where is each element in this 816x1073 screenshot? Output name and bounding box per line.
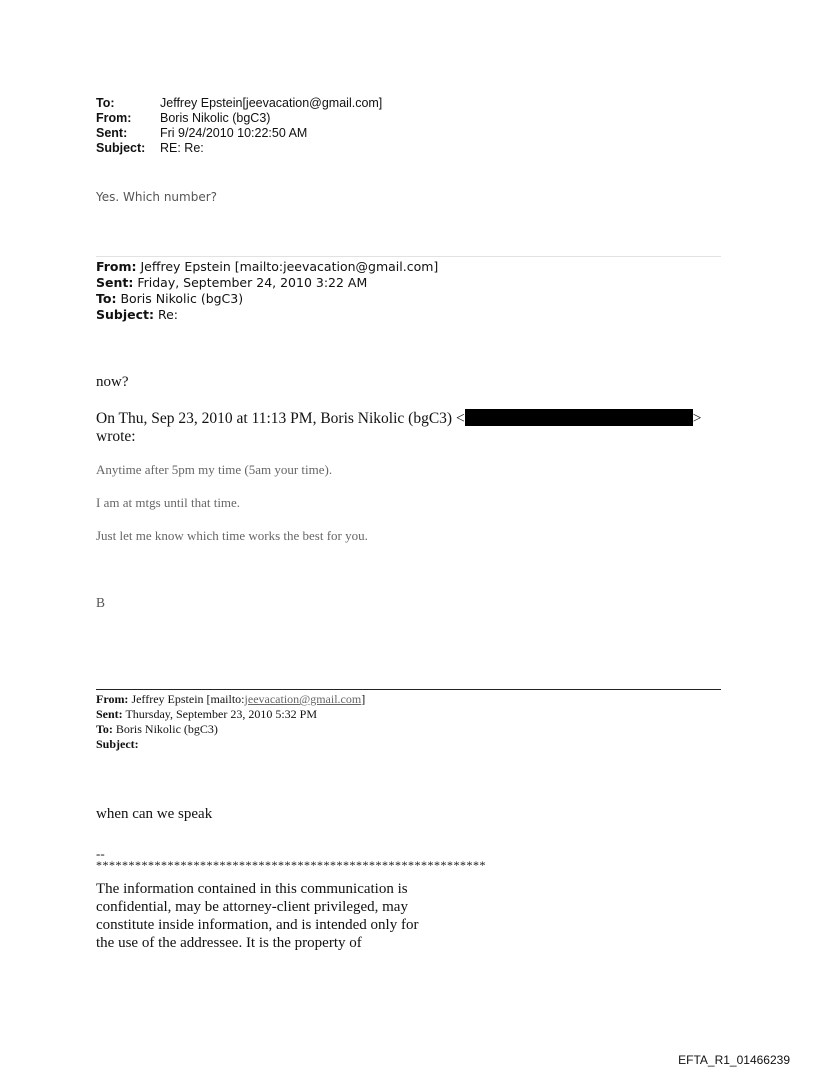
quoted-from-value: Jeffrey Epstein [mailto:jeevacation@gmail.com] — [140, 259, 439, 274]
quoted-subject-value: Re: — [157, 307, 179, 322]
quoted-sent-label: Sent: — [96, 275, 134, 290]
from-row — [96, 111, 382, 126]
disclaimer-line: the use of the addressee. It is the property of — [96, 935, 362, 951]
star-separator: ************************************************************ — [96, 858, 486, 872]
quoted-sent-value: Friday, September 24, 2010 3:22 AM — [137, 275, 368, 290]
disclaimer-line: constitute inside information, and is intended only for — [96, 917, 419, 933]
quoted2-to-row — [96, 722, 365, 737]
email-link[interactable]: jeevacation@gmail.com — [244, 692, 362, 706]
quoted2-sent-row — [96, 707, 365, 722]
quoted-subject-row — [96, 307, 438, 323]
quoted2-from-label: From: — [96, 692, 129, 706]
quoted2-from-prefix: Jeffrey Epstein [mailto: — [131, 692, 245, 706]
email-header — [96, 96, 382, 156]
disclaimer-line: The information contained in this communication is — [96, 881, 408, 897]
subject-row — [96, 141, 382, 156]
reply-body: Yes. Which number? — [96, 190, 218, 204]
from-value: Boris Nikolic (bgC3) — [160, 111, 271, 125]
quoted2-sent-label: Sent: — [96, 707, 123, 721]
disclaimer — [96, 880, 456, 952]
from-label: From: — [96, 111, 132, 125]
divider-dark — [96, 689, 721, 690]
quoted-sent-row — [96, 275, 438, 291]
quoted2-sent-value: Thursday, September 23, 2010 5:32 PM — [125, 707, 318, 721]
quoted-to-value: Boris Nikolic (bgC3) — [120, 291, 244, 306]
quoted2-to-value: Boris Nikolic (bgC3) — [115, 722, 218, 736]
attribution-suffix: > — [692, 410, 702, 427]
quoted-from-row — [96, 259, 438, 275]
quoted-header-1 — [96, 259, 438, 323]
quoted-to-label: To: — [96, 291, 117, 306]
sent-label: Sent: — [96, 126, 128, 140]
quoted-line-3: Just let me know which time works the best for you. — [96, 528, 368, 543]
quoted-from-label: From: — [96, 259, 137, 274]
document-id: EFTA_R1_01466239 — [678, 1053, 790, 1067]
quoted2-subject-label: Subject: — [96, 737, 139, 751]
quoted2-from-suffix: ] — [361, 692, 366, 706]
redaction-bar — [465, 409, 693, 426]
attribution-prefix: On Thu, Sep 23, 2010 at 11:13 PM, Boris Nikolic (bgC3) < — [96, 410, 465, 427]
quoted-body-3: when can we speak — [96, 806, 213, 822]
quoted-line-1: Anytime after 5pm my time (5am your time). — [96, 462, 333, 477]
quoted-to-row — [96, 291, 438, 307]
divider-light — [96, 256, 721, 257]
subject-value: RE: Re: — [160, 141, 204, 155]
quoted-header-2 — [96, 692, 365, 752]
to-label: To: — [96, 96, 115, 110]
sig-dash: -- — [96, 846, 105, 861]
attribution-wrote: wrote: — [96, 428, 136, 445]
disclaimer-line: confidential, may be attorney-client privileged, may — [96, 899, 408, 915]
quoted2-subject-row — [96, 737, 365, 752]
subject-label: Subject: — [96, 141, 146, 155]
quoted-body-1: now? — [96, 374, 129, 390]
sent-value: Fri 9/24/2010 10:22:50 AM — [160, 126, 308, 140]
quoted2-to-label: To: — [96, 722, 113, 736]
quoted-line-2: I am at mtgs until that time. — [96, 495, 241, 510]
to-row — [96, 96, 382, 111]
signature: B — [96, 595, 106, 610]
quoted-subject-label: Subject: — [96, 307, 154, 322]
to-value: Jeffrey Epstein[jeevacation@gmail.com] — [160, 96, 383, 110]
sent-row — [96, 126, 382, 141]
attribution-line — [96, 409, 701, 446]
quoted2-from-row — [96, 692, 365, 707]
